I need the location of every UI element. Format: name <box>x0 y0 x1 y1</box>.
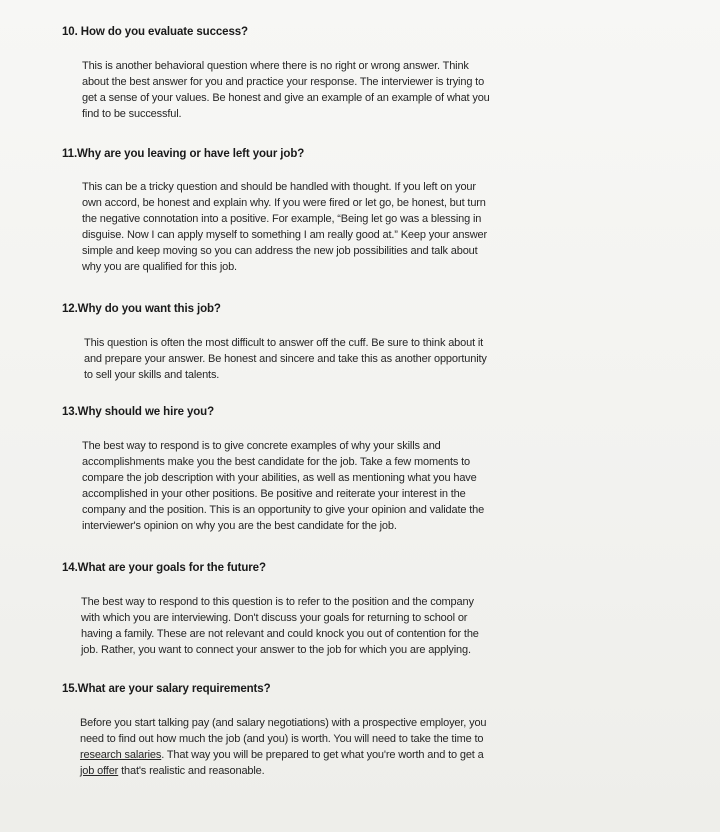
question-heading-14: 14.What are your goals for the future? <box>62 562 266 574</box>
answer-line: to sell your skills and talents. <box>84 369 220 381</box>
answer-line-rest: that's realistic and reasonable. <box>118 765 265 777</box>
answer-line: and prepare your answer. Be honest and sincere and take this as another opportunity <box>84 353 487 365</box>
question-heading-12: 12.Why do you want this job? <box>62 303 221 315</box>
answer-line: accomplished in your other positions. Be positive and reiterate your interest in the <box>82 488 466 500</box>
answer-line: why you are qualified for this job. <box>82 261 237 273</box>
answer-line: own accord, be honest and explain why. If you were fired or let go, be honest, but turn <box>82 197 486 209</box>
answer-paragraph-13 <box>82 438 484 534</box>
answer-line: interviewer's opinion on why you are the best candidate for the job. <box>82 520 397 532</box>
answer-line: simple and keep moving so you can address the new job possibilities and talk about <box>82 245 478 257</box>
answer-paragraph-15 <box>80 715 486 779</box>
answer-line: This can be a tricky question and should be handled with thought. If you left on your <box>82 181 476 193</box>
answer-line: having a family. These are not relevant and could knock you out of contention for the <box>81 628 479 640</box>
answer-line-rest: . That way you will be prepared to get what you're worth and to get a <box>161 749 484 761</box>
answer-line: This is another behavioral question where there is no right or wrong answer. Think <box>82 60 469 72</box>
research-salaries-link[interactable]: research salaries <box>80 749 162 761</box>
answer-line: Before you start talking pay (and salary negotiations) with a prospective employer, you <box>80 717 487 729</box>
question-heading-13: 13.Why should we hire you? <box>62 406 215 418</box>
answer-line: The best way to respond is to give concrete examples of why your skills and <box>82 440 441 452</box>
answer-line: This question is often the most difficult to answer off the cuff. Be sure to think about it <box>84 337 484 349</box>
answer-paragraph-12 <box>84 335 487 383</box>
job-offer-link[interactable]: job offer <box>80 765 119 777</box>
answer-line: the negative connotation into a positive. For example, “Being let go was a blessing in <box>82 213 482 225</box>
question-heading-15: 15.What are your salary requirements? <box>62 683 271 695</box>
answer-line <box>80 763 486 779</box>
answer-line: find to be successful. <box>82 108 182 120</box>
answer-paragraph-14 <box>81 594 479 658</box>
question-heading-10: 10. How do you evaluate success? <box>62 26 248 38</box>
answer-line: company and the position. This is an opportunity to give your opinion and validate the <box>82 504 485 516</box>
answer-paragraph-11 <box>82 179 487 275</box>
answer-line: with which you are interviewing. Don't discuss your goals for returning to school or <box>81 612 468 624</box>
answer-paragraph-10 <box>82 58 490 122</box>
answer-line: compare the job description with your abilities, as well as mentioning what you have <box>82 472 477 484</box>
answer-line: about the best answer for you and practice your response. The interviewer is trying to <box>82 76 485 88</box>
answer-line: need to find out how much the job (and you) is worth. You will need to take the time to <box>80 733 484 745</box>
answer-line: job. Rather, you want to connect your answer to the job for which you are applying. <box>81 644 471 656</box>
answer-line: get a sense of your values. Be honest and give an example of an example of what you <box>82 92 490 104</box>
answer-line: accomplishments make you the best candidate for the job. Take a few moments to <box>82 456 470 468</box>
answer-line: disguise. Now I can apply myself to something I am really good at.” Keep your answer <box>82 229 487 241</box>
answer-line <box>80 747 486 763</box>
answer-line: The best way to respond to this question is to refer to the position and the company <box>81 596 474 608</box>
question-heading-11: 11.Why are you leaving or have left your job? <box>62 148 305 160</box>
